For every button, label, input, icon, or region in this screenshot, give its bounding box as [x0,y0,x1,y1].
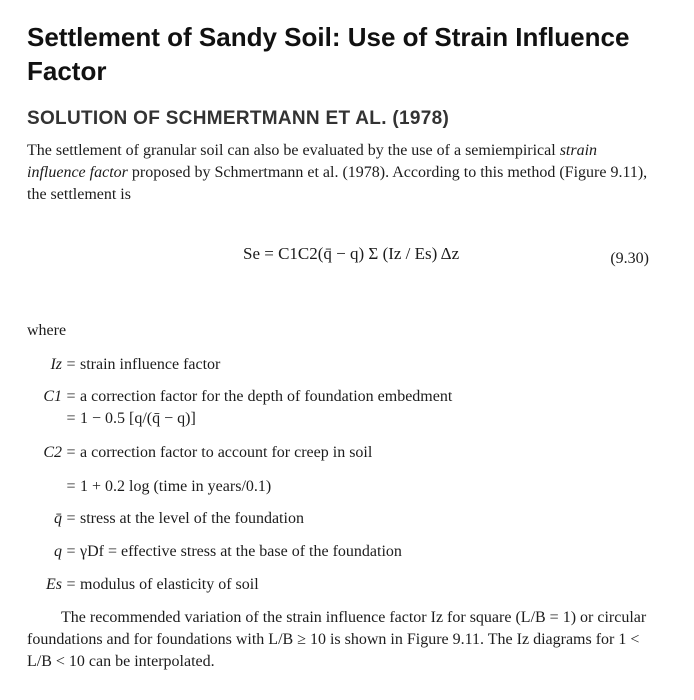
intro-text-after: proposed by Schmertmann et al. (1978). According to this method (Figure 9.11), the settlement is [27,164,648,203]
definition-row: Es=modulus of elasticity of soil [20,576,259,594]
definition-symbol: q̄ [54,510,62,527]
definition-symbol: C1 [43,388,62,405]
definition-row: Iz=strain influence factor [20,356,220,374]
definition-text: a correction factor to account for creep in soil [80,444,373,461]
definition-text: stress at the level of the foundation [80,510,304,527]
section-title: Settlement of Sandy Soil: Use of Strain Influence Factor [27,22,630,86]
definition-row: q=γDf = effective stress at the base of the foundation [20,543,402,561]
definition-text: 1 − 0.5 [q/(q̄ − q)] [80,410,196,427]
definition-symbol: Es [46,576,62,593]
definition-text: γDf = effective stress at the base of the foundation [80,543,402,560]
definition-row: C1=a correction factor for the depth of foundation embedment [20,388,452,406]
intro-text-italic: strain influence factor [27,142,598,181]
definition-row: C2=a correction factor to account for creep in soil [20,444,372,462]
definition-symbol: Iz [50,356,62,373]
definition-continuation: =1 − 0.5 [q/(q̄ − q)] [66,410,196,427]
definition-row: q̄=stress at the level of the foundation [20,510,304,528]
definition-text: strain influence factor [80,356,221,373]
subsection-title: SOLUTION OF SCHMERTMANN ET AL. (1978) [27,108,450,129]
definition-continuation: =1 + 0.2 log (time in years/0.1) [66,478,272,495]
definition-text: modulus of elasticity of soil [80,576,259,593]
closing-paragraph: The recommended variation of the strain influence factor Iz for square (L/B = 1) or circular foundations and for foundations with L/B ≥ 10 is shown in Figure 9.11. The Iz diagrams for 1 < L/B < 10 can be interpolated. [27,609,647,670]
intro-paragraph [27,140,652,206]
definition-text: a correction factor for the depth of foundation embedment [80,388,453,405]
equation-number: (9.30) [610,250,649,267]
definition-text: 1 + 0.2 log (time in years/0.1) [80,478,272,495]
settlement-equation: Se = C1C2(q̄ − q) Σ (Iz / Es) Δz [243,244,460,263]
definition-symbol: C2 [43,444,62,461]
equation-block [0,232,694,302]
where-label: where [27,322,67,339]
definition-symbol: q [54,543,62,560]
intro-text-before: The settlement of granular soil can also be evaluated by the use of a semiempirical [27,142,560,159]
